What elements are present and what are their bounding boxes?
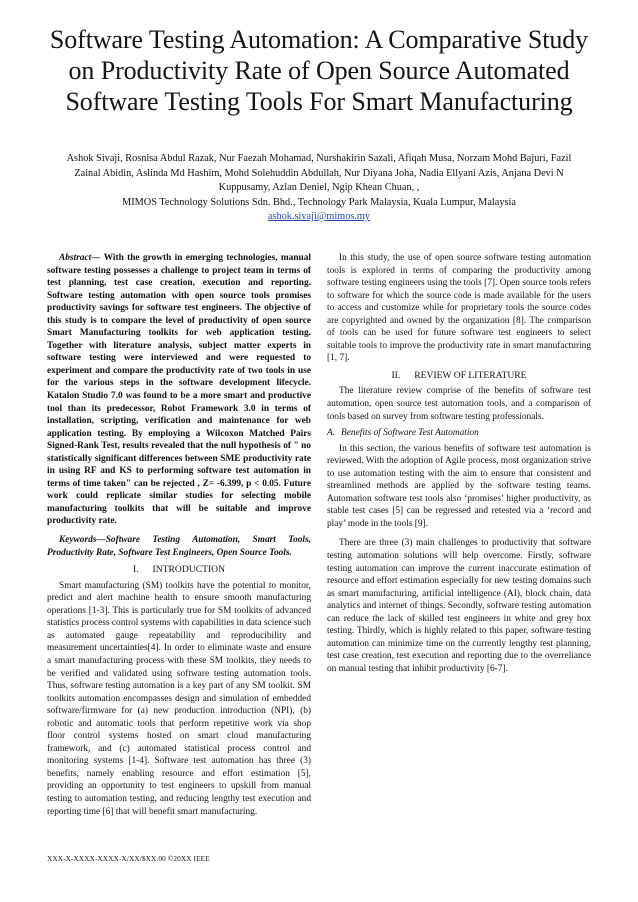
literature-paragraph-1: The literature review comprise of the benefits of software test automation, open source test automation tools, and a comparison of tools based on survey from software testing professionals. (327, 386, 591, 422)
right-column (327, 252, 591, 676)
intro-paragraph-2: In this study, the use of open source software testing automation tools is explored in terms of comparing the productivity among software testing engineers using the tools [7]. Open source tools refers to software for which the source code is made available for the users to access and customize while for proprietary tools the source codes are copyrighted and owned by the organization [8]. The comparison of tools can be used for future software test engineers to select suitable tools to improve the productivity rate in smart manufacturing [1, 7]. (327, 253, 591, 364)
subsection-heading-benefits (327, 427, 591, 440)
abstract (47, 252, 311, 528)
authors-line-2: Zainal Abidin, Aslinda Md Hashim, Mohd Solehuddin Abdullah, Nur Diyana Joha, Nadia Ellyani Azis, Anjana Devi N (74, 167, 564, 179)
title-line-2: on Productivity Rate of Open Source Automated (68, 56, 570, 85)
benefits-paragraph-1: In this section, the various benefits of software test automation is reviewed. With the adoption of Agile process, most organization strive to use automation testing with the aim to ensure that consistent and streamlined methods are applied by the software testing teams. Automation software test tools also ‘promises’ higher productivity, as stable test cases [5] can be regressed and retested via a ‘record and play’ mode in the tools [9]. (327, 443, 591, 529)
title-line-1: Software Testing Automation: A Comparative Study (49, 25, 589, 54)
abstract-text: With the growth in emerging technologies, manual software testing possesses a challenge to project team in terms of test planning, test case creation, execution and reporting. Software testing automation with open source tools promises productivity savings for software test engineers. The objective of this study is to compare the level of productivity of open source Smart Manufacturing toolkits for web application testing. Together with literature analysis, subject matter experts in software testing were interviewed and were requested to experiment and compare the productivity rate of two tools in use for the various steps in the software development lifecycle. Katalon Studio 7.0 was found to be a more smart and productive tool than its predecessor, Robot Framework 3.0 in terms of installation, scripting, verification and maintenance for web application testing. By employing a Wilcoxon Matched Pairs Signed-Rank Test, results revealed that the null hypothesis of " no statistically significant differences between SME productivity rate in using RF and KS to performing software test automation in terms of time taken" can be rejected , Z= -6.399, p < 0.05. Future work could replicate similar studies for selecting mobile manufacturing toolkits that will be suitable and improve productivity rate. (47, 253, 311, 527)
section-heading-literature (327, 370, 591, 383)
keywords-text: Software Testing Automation, Smart Tools, Productivity Rate, Software Test Engineers, Open Source Tools. (47, 535, 311, 558)
subsection-title: Benefits of Software Test Automation (341, 428, 479, 439)
section-number: I. (132, 564, 139, 576)
keywords-label: Keywords— (59, 535, 106, 546)
section-title: INTRODUCTION (152, 564, 226, 576)
left-column (47, 252, 311, 818)
authors-line-1: Ashok Sivaji, Rosnisa Abdul Razak, Nur Faezah Mohamad, Nurshakirin Sazali, Afiqah Musa, Norzam Mohd Bajuri, Fazil (66, 153, 572, 164)
authors-line-3: Kuppusamy, Azlan Deniel, Ngip Khean Chuan, , (218, 182, 420, 193)
benefits-paragraph-2: There are three (3) main challenges to productivity that software testing automation solutions will help overcome. Firstly, software testing automation can improve the current inaccurate estimation of resource and effort estimation especially for new testing domains such as smart manufacturing, artificial intelligence (AI), block chain, data analytics and internet of things. Secondly, software testing automation can reduce the lack of skilled test engineers in white and grey box testing. Thirdly, which is highly related to this paper, software testing automation can minimize time on the currently lengthy test planning, test case creation, test execution and reporting due to the overreliance on manual testing that inhibit productivity [6-7]. (327, 538, 591, 674)
title-line-3: Software Testing Tools For Smart Manufacturing (65, 87, 573, 116)
section-heading-introduction (47, 564, 311, 577)
subsection-number: A. (327, 428, 336, 439)
author-block (34, 152, 604, 225)
affiliation: MIMOS Technology Solutions Sdn. Bhd., Technology Park Malaysia, Kuala Lumpur, Malaysia (122, 196, 516, 208)
copyright-footer: XXX-X-XXXX-XXXX-X/XX/$XX.00 ©20XX IEEE (47, 854, 210, 863)
abstract-label: Abstract— (59, 253, 101, 263)
section-title: REVIEW OF LITERATURE (414, 369, 527, 381)
author-email-link[interactable]: ashok.sivaji@mimos.my (267, 211, 371, 222)
keywords (47, 534, 311, 559)
intro-paragraph-1: Smart manufacturing (SM) toolkits have the potential to monitor, predict and alert machine health to ensure smooth manufacturing operations [1-3]. This is particularly true for SM toolkits of advanced statistics process control systems with capabilities in data science such as automated gauge repeatability and reproducibility and measurement uncertainties[4]. In order to eliminate waste and ensure a smart manufacturing process with these SM toolkits, they needs to be verified and validated using software testing automation tools. Thus, software testing automation is a key part of any SM toolkit. SM toolkits automation encompasses design and simulation of embedded software/firmware for (a) new production introduction (NPI), (b) robotic and automatic tools that perform repetitive work via shop floor control systems hosted on smart cloud manufacturing framework, and (c) automated statistical process control and monitoring systems [1-4]. Software test automation has three (3) benefits, namely enabling resource and effort estimation [5], providing an opportunity to test engineers to upskill from manual testing to automation testing, and reducing lengthy test execution and reporting time [6] that will benefit smart manufacturing. (47, 580, 311, 817)
paper-title (36, 24, 602, 117)
section-number: II. (391, 369, 401, 381)
